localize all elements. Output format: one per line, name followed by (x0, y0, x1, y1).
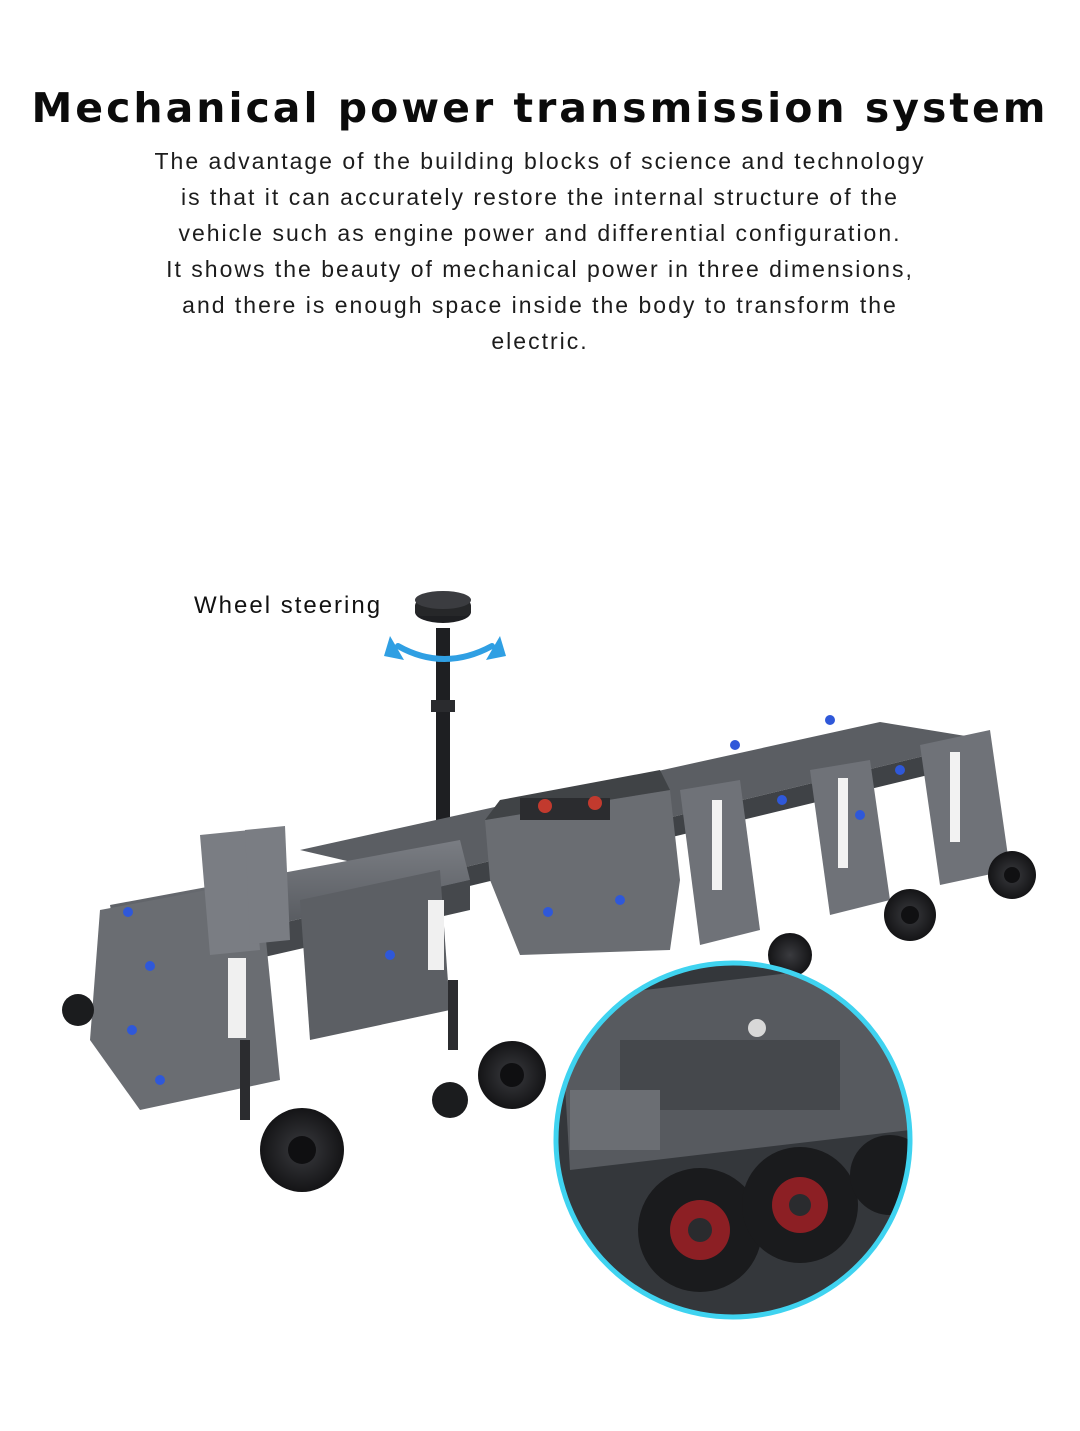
page-title: Mechanical power transmission system (31, 84, 1049, 132)
description-line: and there is enough space inside the body to transform the (182, 292, 898, 318)
gearbox-block (485, 770, 680, 955)
description-line: electric. (491, 328, 589, 354)
rear-hubs (768, 851, 1036, 977)
wheel-steering-label: Wheel steering (194, 592, 383, 619)
description-line: vehicle such as engine power and differential configuration. (178, 220, 902, 246)
description-line: is that it can accurately restore the internal structure of the (181, 184, 899, 210)
description-line: It shows the beauty of mechanical power in three dimensions, (166, 256, 914, 282)
zoom-inset (556, 960, 930, 1320)
description-line: The advantage of the building blocks of science and technology (154, 148, 926, 174)
